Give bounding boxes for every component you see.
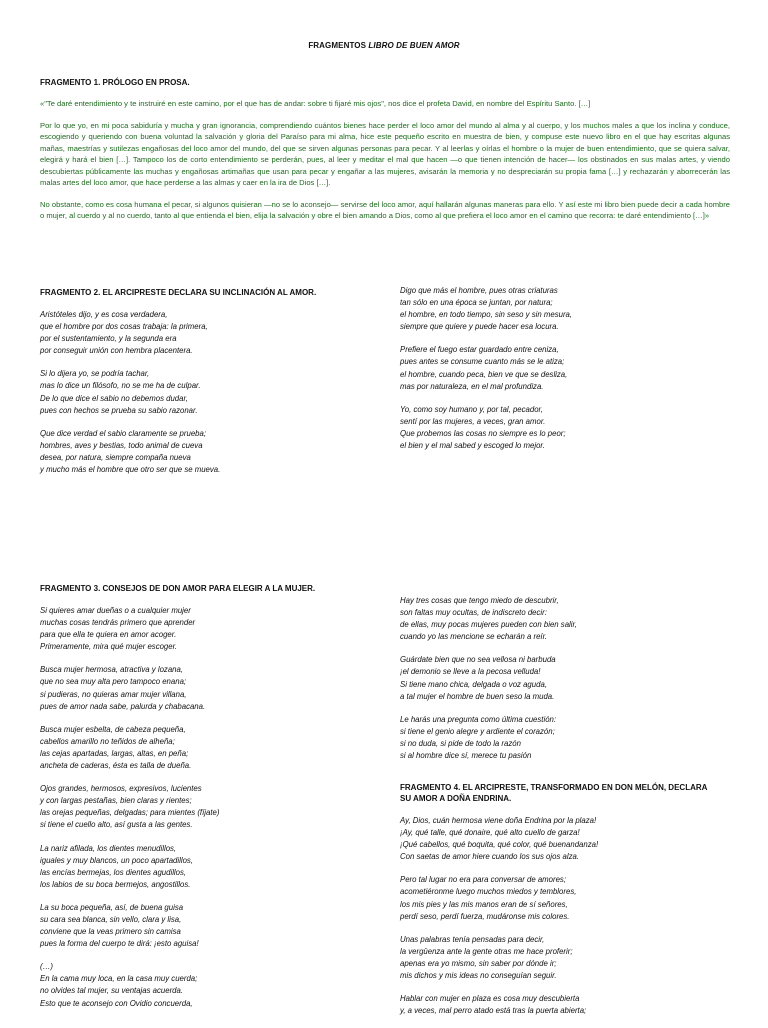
stanza: Guárdate bien que no sea vellosa ni barbuda ¡el demonio se lleve a la pecosa velluda! Si tiene mano chica, delgada o voz aguda, a tal mujer el hombre de buen seso la muda. — [400, 655, 556, 701]
stanza: Le harás una pregunta como última cuestión: si tiene el genio alegre y ardiente el corazón; si no duda, si pide de todo la razón si al hombre dice sí, merece tu pasión — [400, 714, 557, 761]
fragment-4-heading — [400, 782, 707, 804]
stanza: Si quieres amar dueñas o a cualquier mujer muchas cosas tendrás primero que aprender para que ella te quiera en amor acoger. Primeramente, mira qué mujer escoger. — [40, 606, 196, 652]
stanza: La nariz afilada, los dientes menudillos, iguales y muy blancos, un poco apartadillos, las encías bermejas, los dientes agudillos, los labios de su boca bermejos, angostillos. — [40, 843, 193, 889]
stanza: Ay, Dios, cuán hermosa viene doña Endrina por la plaza! ¡Ay, qué talle, qué donaire, qué alto cuello de garza! ¡Qué cabellos, qué boquita, qué color, qué buenandanza! Con saetas de amor hiere cuando los sus ojos alza. — [400, 816, 599, 862]
fragment-2-right-column — [400, 285, 740, 463]
fragment-3-heading: FRAGMENTO 3. CONSEJOS DE DON AMOR PARA ELEGIR A LA MUJER. — [40, 584, 316, 593]
stanza: Hay tres cosas que tengo miedo de descubrir, son faltas muy ocultas, de indiscreto decir: de ellas, muy pocas mujeres pueden con bien salir, cuando yo las mencione se echarán a reír. — [400, 596, 577, 642]
stanza: Aristóteles dijo, y es cosa verdadera, que el hombre por dos cosas trabaja: la primera, por el sustentamiento, y la segunda era por conseguir unión con hembra placentera. — [40, 310, 208, 356]
fragment-4-heading-line: FRAGMENTO 4. EL ARCIPRESTE, TRANSFORMADO EN DON MELÓN, DECLARA — [400, 783, 708, 792]
prose-paragraph: Por lo que yo, en mi poca sabiduría y mucha y gran ignorancia, comprendiendo cuántos bienes hace perder el loco amor del mundo al alma y al cuerpo, y los muchos males a que los inclina y conduce, escogiendo y queriendo con buena voluntad la salvación y gloria del Paraíso para mi alma, hice este pequeño escrito en muestra de bien, y compuse este nuevo libro en el que hay escritas algunas mañas, maestrías y sutilezas engañosas del loco amor del mundo, del que se sirven algunas personas para pecar. Y al leerlas y oírlas el hombre o la mujer de buen entendimiento, que se quiera salvar, elegirá y hará el bien […]. Tampoco los de corto entendimiento se perderán, pues, al leer y meditar el mal que hacen —o que tienen intención de hacer— los obstinados en sus malas artes, y viendo descubiertas públicamente las muchas y engañosas artimañas que usan para pecar y engañar a las mujeres, avisarán la memoria y no despreciarán su propia fama […] y rechazarán y aborrecerán las malas artes del loco amor, que hace perderse a las almas y caer en la ira de Dios […]. — [40, 120, 730, 187]
stanza: Unas palabras tenía pensadas para decir, la vergüenza ante la gente otras me hace proferir; apenas era yo mismo, sin saber por dónde ir; mis dichos y mis ideas no conseguían seguir. — [400, 934, 573, 981]
fragment-1-prose — [40, 98, 730, 232]
fragment-4-heading-line: SU AMOR A DOÑA ENDRINA. — [400, 794, 512, 803]
stanza: Ojos grandes, hermosos, expresivos, lucientes y con largas pestañas, bien claras y rientes; las orejas pequeñas, delgadas; para mientes (fíjate) si tiene el cuello alto, así gusta a las gentes. — [40, 784, 220, 830]
stanza: La su boca pequeña, así, de buena guisa su cara sea blanca, sin vello, clara y lisa, conviene que la veas primero sin camisa pues la forma del cuerpo te dirá: ¡esto aguisa! — [40, 902, 199, 949]
stanza: Yo, como soy humano y, por tal, pecador, sentí por las mujeres, a veces, gran amor. Que probemos las cosas no siempre es lo peor; el bien y el mal sabed y escoged lo mejor. — [400, 404, 566, 451]
fragment-3-right-column — [400, 595, 740, 773]
fragment-1-heading: FRAGMENTO 1. PRÓLOGO EN PROSA. — [40, 78, 190, 87]
stanza: Pero tal lugar no era para conversar de amores; acometiéronme luego muchos miedos y temblores, los mis pies y las mis manos eran de sí señores, perdí seso, perdí fuerza, mudáronse mis colores. — [400, 875, 577, 921]
stanza: Busca mujer hermosa, atractiva y lozana, que no sea muy alta pero tampoco enana; si pudieras, no quieras amar mujer villana, pues de amor nada sabe, palurda y chabacana. — [40, 665, 206, 711]
page-title: FRAGMENTOS LIBRO DE BUEN AMOR — [308, 41, 460, 50]
fragment-2-heading: FRAGMENTO 2. EL ARCIPRESTE DECLARA SU INCLINACIÓN AL AMOR. — [40, 288, 317, 297]
fragment-4-column — [400, 815, 740, 1028]
stanza: Que dice verdad el sabio claramente se prueba; hombres, aves y bestias, todo animal de cueva desea, por natura, siempre compaña nueva y mucho más el hombre que otro ser que se mueva. — [40, 428, 221, 475]
fragment-3-left-column — [40, 605, 380, 1021]
prose-paragraph: No obstante, como es cosa humana el pecar, si algunos quisieran —no se lo aconsejo— servirse del loco amor, aquí hallarán algunas maneras para ello. Y así este mi libro bien puede decir a cada hombre o mujer, al cuerdo y al no cuerdo, tanto al que entienda el bien, elija la salvación y obre el bien amando a Dios, como al que prefiera el loco amor en el camino que recorra: te daré entendimiento […]» — [40, 199, 730, 220]
stanza: (…) En la cama muy loca, en la casa muy cuerda; no olvides tal mujer, su ventajas acuerda. Esto que te aconsejo con Ovidio concuerda, — [40, 962, 198, 1008]
stanza: Busca mujer esbelta, de cabeza pequeña, cabellos amarillo no teñidos de alheña; las cejas apartadas, largas, altas, en peña; ancheta de caderas, ésta es talla de dueña. — [40, 724, 192, 771]
stanza: Prefiere el fuego estar guardado entre ceniza, pues antes se consume cuanto más se le atiza; el hombre, cuando peca, bien ve que se desliza, mas por naturaleza, en el mal profundiza. — [400, 345, 568, 391]
stanza: Hablar con mujer en plaza es cosa muy descubierta y, a veces, mal perro atado está tras la puerta abierta; — [400, 994, 587, 1016]
prose-paragraph: «"Te daré entendimiento y te instruiré en este camino, por el que has de andar: sobre ti fijaré mis ojos", nos dice el profeta David, en nombre del Espíritu Santo. […] — [40, 99, 591, 108]
stanza: Si lo dijera yo, se podría tachar, mas lo dice un filósofo, no se me ha de culpar. De lo que dice el sabio no debemos dudar, pues con hechos se prueba su sabio razonar. — [40, 369, 201, 415]
fragment-2-left-column — [40, 309, 380, 487]
stanza: Digo que más el hombre, pues otras criaturas tan sólo en una época se juntan, por natura; el hombre, en todo tiempo, sin seso y sin mesura, siempre que quiere y puede hacer esa locura. — [400, 286, 573, 332]
